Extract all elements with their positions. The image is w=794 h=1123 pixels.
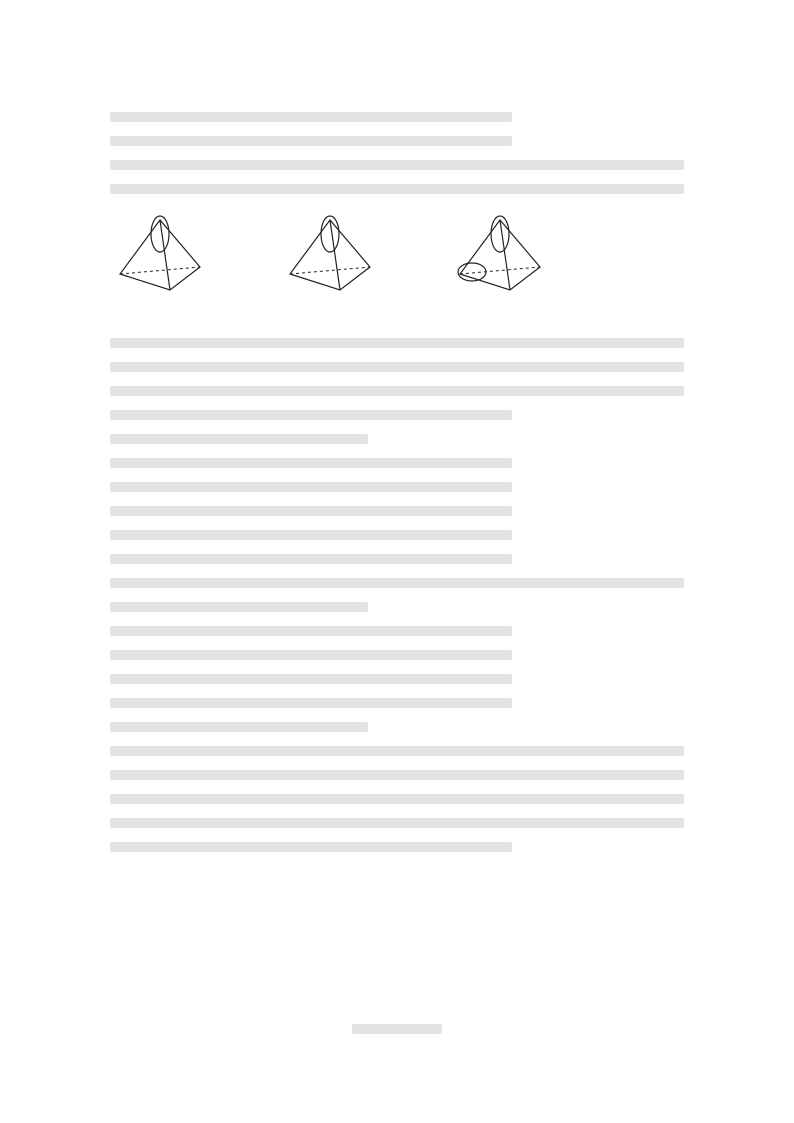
text-line — [110, 770, 684, 780]
page-footer — [0, 1024, 794, 1040]
text-line — [110, 818, 684, 828]
text-block-main — [110, 324, 684, 866]
text-line — [110, 650, 512, 660]
text-line — [110, 386, 684, 396]
molecule-figure — [110, 212, 630, 322]
text-line — [110, 554, 512, 564]
molecule-sketch — [280, 212, 420, 322]
text-line — [110, 434, 368, 444]
text-line — [110, 338, 684, 348]
molecule-sketch — [450, 212, 590, 322]
text-line — [110, 842, 512, 852]
molecule-diagram — [450, 212, 590, 322]
text-line — [110, 362, 684, 372]
text-block-top — [110, 98, 684, 208]
text-line — [110, 184, 684, 194]
text-line — [110, 136, 512, 146]
molecule-diagram — [110, 212, 250, 322]
text-line — [110, 410, 512, 420]
molecule-diagram — [280, 212, 420, 322]
text-line — [110, 578, 684, 588]
text-line — [110, 482, 512, 492]
text-line — [110, 794, 684, 804]
text-line — [110, 112, 512, 122]
molecule-sketch — [110, 212, 250, 322]
text-line — [110, 746, 684, 756]
text-line — [110, 506, 512, 516]
text-line — [110, 698, 512, 708]
footer-line — [352, 1024, 442, 1034]
text-line — [110, 626, 512, 636]
text-line — [110, 160, 684, 170]
text-line — [110, 722, 368, 732]
text-line — [110, 458, 512, 468]
text-line — [110, 674, 512, 684]
text-line — [110, 602, 368, 612]
text-line — [110, 530, 512, 540]
